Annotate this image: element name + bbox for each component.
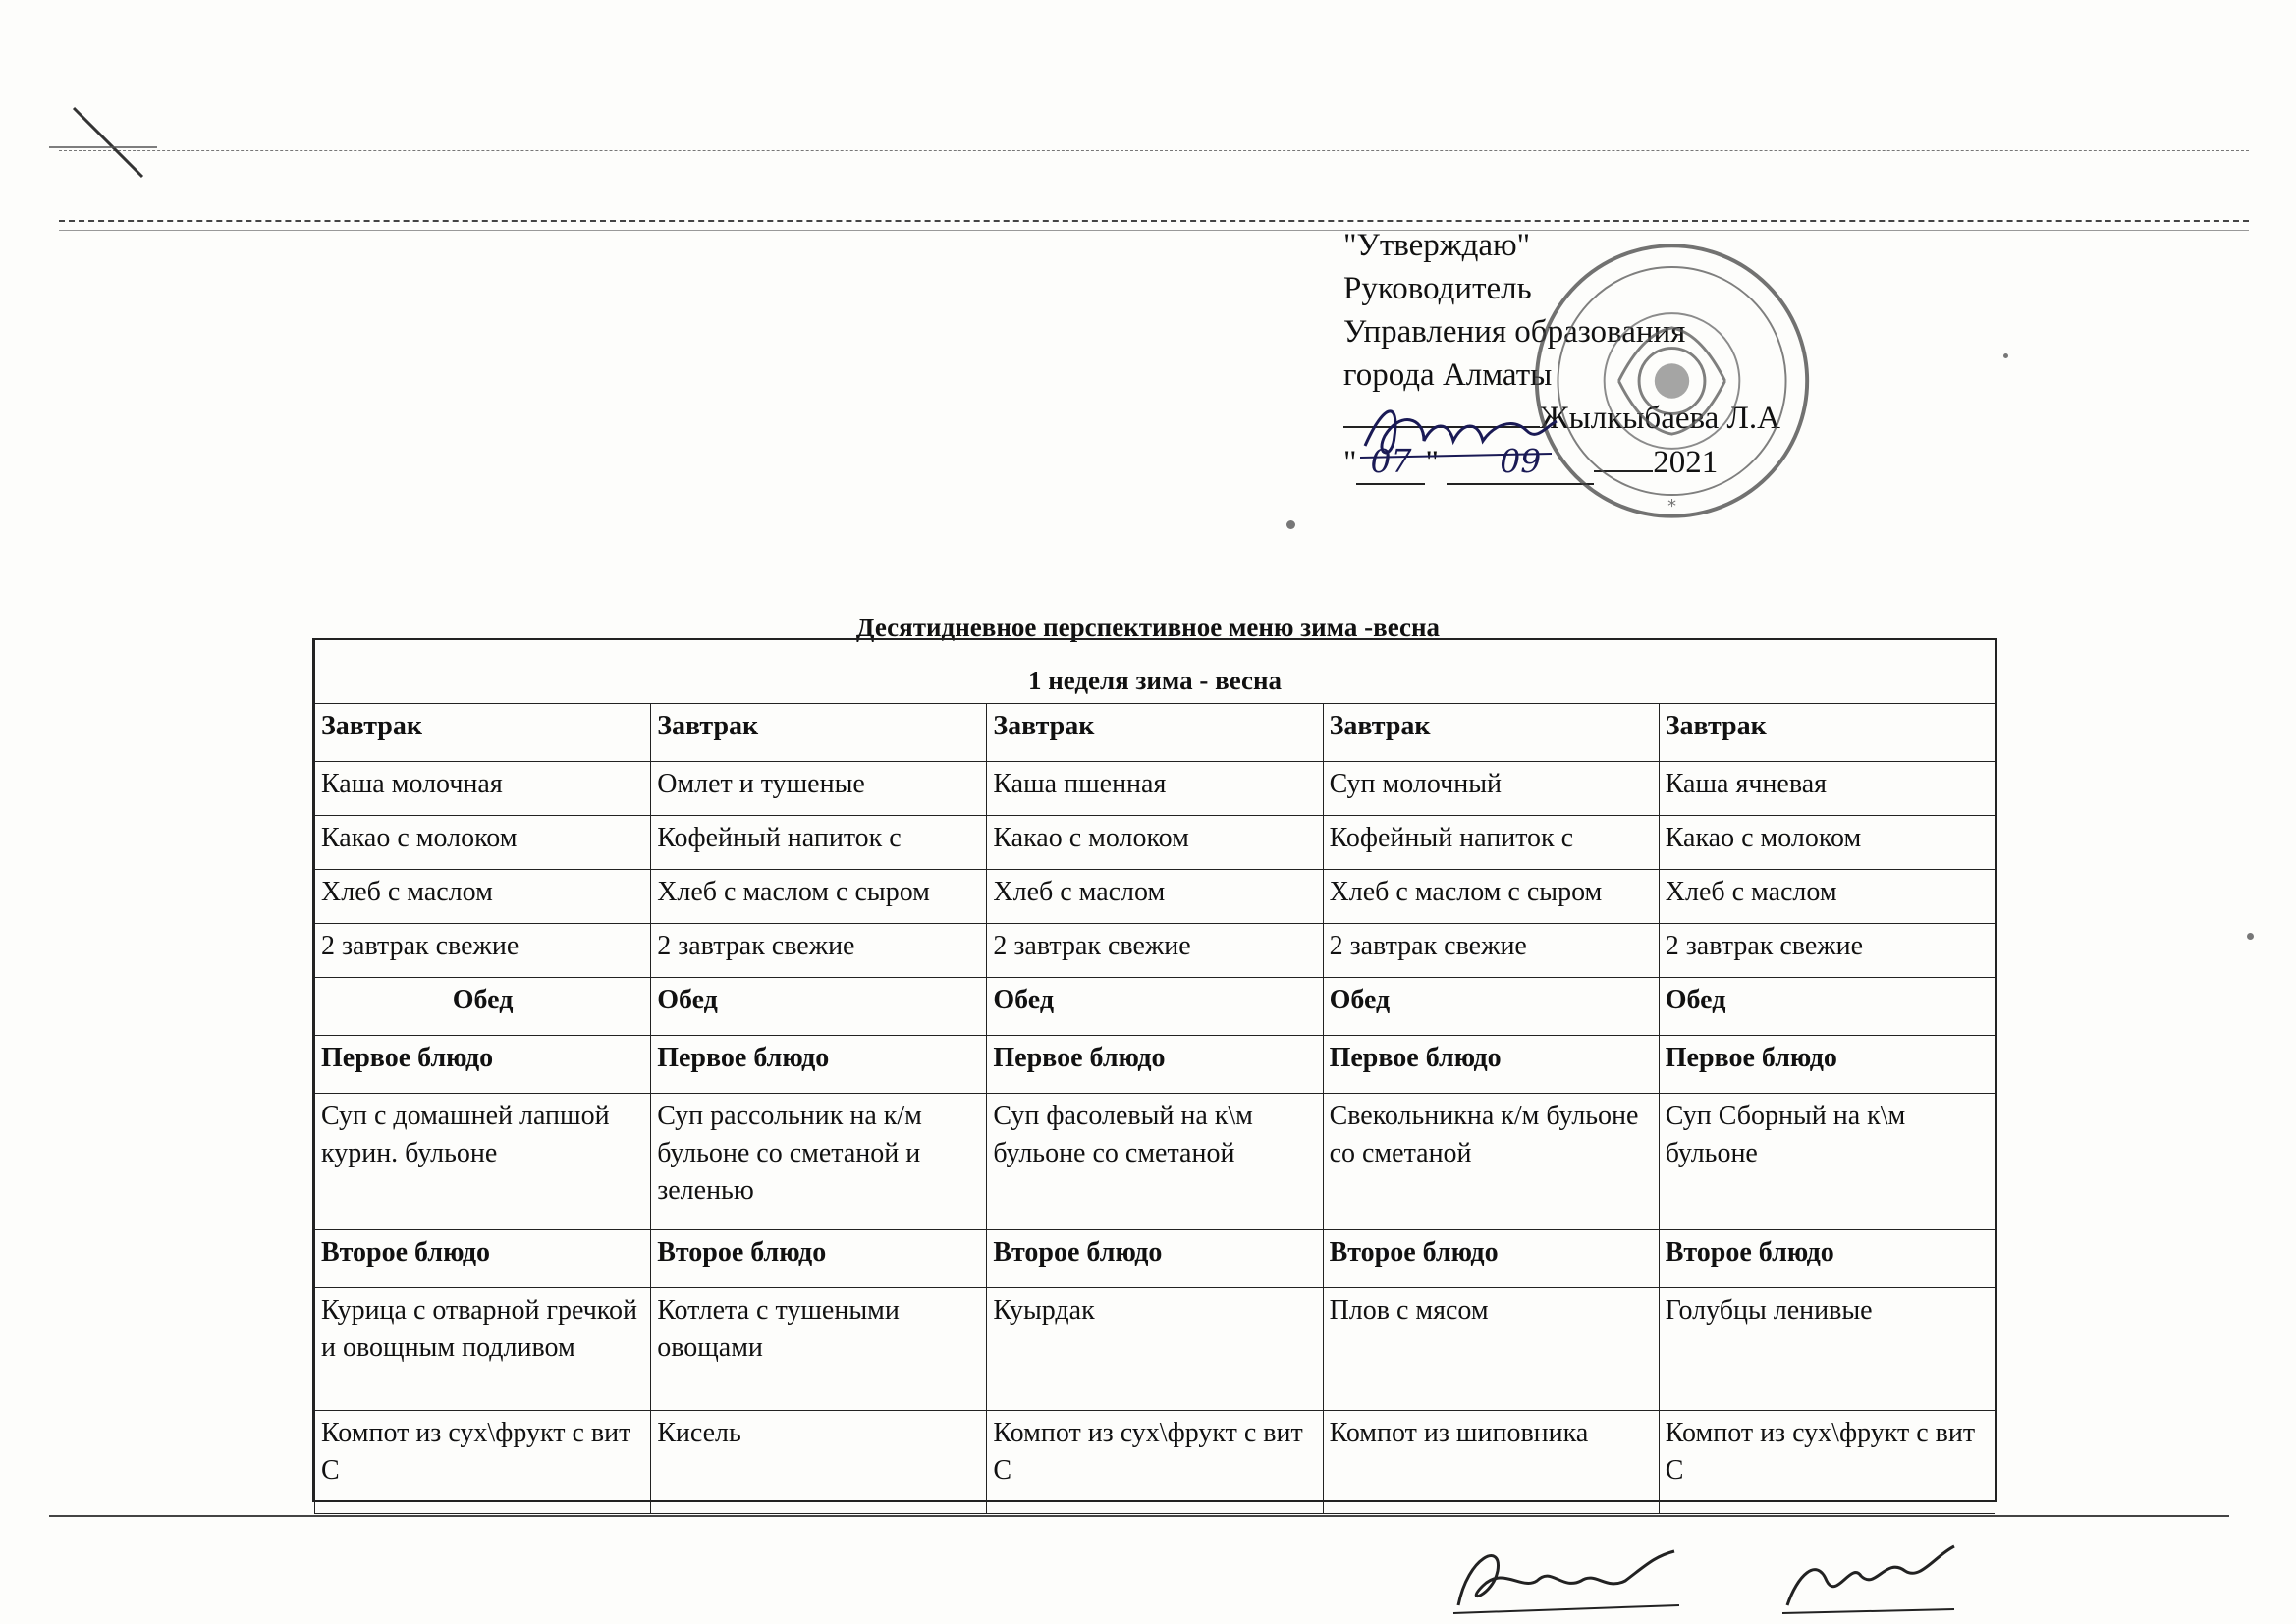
table-row xyxy=(315,1094,1995,1230)
handwritten-signature-icon xyxy=(1768,1537,1964,1620)
second-breakfast-cell: 2 завтрак свежие xyxy=(1659,924,1995,978)
menu-table-frame xyxy=(312,638,1997,1502)
second-course-cell: Куырдак xyxy=(987,1288,1323,1411)
scan-line xyxy=(59,220,2249,222)
week-label: 1 неделя зима - весна xyxy=(315,640,1995,704)
table-row xyxy=(315,978,1995,1036)
table-row xyxy=(315,762,1995,816)
approval-signer: Жылкыбаева Л.А xyxy=(1540,401,1781,436)
scan-speck xyxy=(1286,520,1295,529)
breakfast-bread-cell: Хлеб с маслом xyxy=(1659,870,1995,924)
first-course-cell: Суп Сборный на к\м бульоне xyxy=(1659,1094,1995,1230)
handwritten-signature-icon xyxy=(1444,1537,1689,1620)
second-course-cell: Голубцы ленивые xyxy=(1659,1288,1995,1411)
date-day: 07 xyxy=(1356,440,1425,485)
menu-table xyxy=(314,640,1995,1514)
breakfast-header-cell: Завтрак xyxy=(651,704,987,762)
breakfast-header-cell: Завтрак xyxy=(987,704,1323,762)
first-course-cell: Суп фасолевый на к\м бульоне со сметаной xyxy=(987,1094,1323,1230)
table-row xyxy=(315,1036,1995,1094)
lunch-drink-cell: Компот из шиповника xyxy=(1323,1411,1659,1514)
table-row xyxy=(315,816,1995,870)
breakfast-bread-cell: Хлеб с маслом с сыром xyxy=(651,870,987,924)
official-seal-icon xyxy=(1527,234,1817,528)
handwritten-signature-icon xyxy=(1355,397,1561,465)
second-course-cell: Курица с отварной гречкой и овощным подливом xyxy=(315,1288,651,1411)
first-course-cell: Свекольникна к/м бульоне со сметаной xyxy=(1323,1094,1659,1230)
second-course-header-cell: Второе блюдо xyxy=(1659,1230,1995,1288)
first-course-header-cell: Первое блюдо xyxy=(1323,1036,1659,1094)
breakfast-main-cell: Каша ячневая xyxy=(1659,762,1995,816)
second-course-header-cell: Второе блюдо xyxy=(315,1230,651,1288)
approval-date: " 07 " 09 2021 xyxy=(1343,440,1780,485)
lunch-header-cell: Обед xyxy=(987,978,1323,1036)
breakfast-header-cell: Завтрак xyxy=(1659,704,1995,762)
second-course-cell: Плов с мясом xyxy=(1323,1288,1659,1411)
approval-city: города Алматы xyxy=(1343,357,1553,393)
second-breakfast-cell: 2 завтрак свежие xyxy=(1323,924,1659,978)
first-course-header-cell: Первое блюдо xyxy=(1659,1036,1995,1094)
lunch-header-cell: Обед xyxy=(1323,978,1659,1036)
breakfast-bread-cell: Хлеб с маслом xyxy=(315,870,651,924)
lunch-drink-cell: Компот из сух\фрукт с вит С xyxy=(987,1411,1323,1514)
first-course-header-cell: Первое блюдо xyxy=(651,1036,987,1094)
breakfast-drink-cell: Какао с молоком xyxy=(315,816,651,870)
scan-line xyxy=(59,230,2249,231)
table-row xyxy=(315,704,1995,762)
table-row xyxy=(315,640,1995,704)
staple-mark-icon xyxy=(49,103,157,182)
second-course-cell: Котлета с тушеными овощами xyxy=(651,1288,987,1411)
second-breakfast-cell: 2 завтрак свежие xyxy=(651,924,987,978)
lunch-drink-cell: Компот из сух\фрукт с вит С xyxy=(315,1411,651,1514)
approval-heading: "Утверждаю" xyxy=(1343,228,1531,263)
first-course-cell: Суп с домашней лапшой курин. бульоне xyxy=(315,1094,651,1230)
breakfast-drink-cell: Кофейный напиток с xyxy=(1323,816,1659,870)
breakfast-header-cell: Завтрак xyxy=(315,704,651,762)
lunch-header-cell: Обед xyxy=(315,978,651,1036)
lunch-header-cell: Обед xyxy=(1659,978,1995,1036)
second-course-header-cell: Второе блюдо xyxy=(987,1230,1323,1288)
first-course-cell: Суп рассольник на к/м бульоне со сметаной и зеленью xyxy=(651,1094,987,1230)
second-course-header-cell: Второе блюдо xyxy=(651,1230,987,1288)
scan-speck xyxy=(2003,353,2008,358)
lunch-drink-cell: Кисель xyxy=(651,1411,987,1514)
document-title: Десятидневное перспективное меню зима -весна xyxy=(855,613,1441,642)
second-course-header-cell: Второе блюдо xyxy=(1323,1230,1659,1288)
breakfast-main-cell: Омлет и тушеные xyxy=(651,762,987,816)
svg-text:*: * xyxy=(1667,496,1676,516)
table-row xyxy=(315,924,1995,978)
table-row xyxy=(315,1230,1995,1288)
table-row xyxy=(315,1411,1995,1514)
approval-department: Управления образования xyxy=(1343,314,1686,350)
second-breakfast-cell: 2 завтрак свежие xyxy=(315,924,651,978)
first-course-header-cell: Первое блюдо xyxy=(315,1036,651,1094)
date-year: 2021 xyxy=(1653,445,1719,480)
breakfast-drink-cell: Какао с молоком xyxy=(1659,816,1995,870)
scan-line xyxy=(49,1515,2229,1517)
table-row xyxy=(315,1288,1995,1411)
date-month: 09 xyxy=(1447,440,1594,485)
table-row xyxy=(315,870,1995,924)
breakfast-drink-cell: Кофейный напиток с xyxy=(651,816,987,870)
breakfast-header-cell: Завтрак xyxy=(1323,704,1659,762)
scan-speck xyxy=(2247,933,2254,940)
second-breakfast-cell: 2 завтрак свежие xyxy=(987,924,1323,978)
breakfast-main-cell: Суп молочный xyxy=(1323,762,1659,816)
breakfast-main-cell: Каша пшенная xyxy=(987,762,1323,816)
scan-line xyxy=(59,150,2249,151)
lunch-header-cell: Обед xyxy=(651,978,987,1036)
breakfast-drink-cell: Какао с молоком xyxy=(987,816,1323,870)
first-course-header-cell: Первое блюдо xyxy=(987,1036,1323,1094)
breakfast-bread-cell: Хлеб с маслом с сыром xyxy=(1323,870,1659,924)
lunch-drink-cell: Компот из сух\фрукт с вит С xyxy=(1659,1411,1995,1514)
breakfast-bread-cell: Хлеб с маслом xyxy=(987,870,1323,924)
approval-position: Руководитель xyxy=(1343,271,1532,306)
breakfast-main-cell: Каша молочная xyxy=(315,762,651,816)
